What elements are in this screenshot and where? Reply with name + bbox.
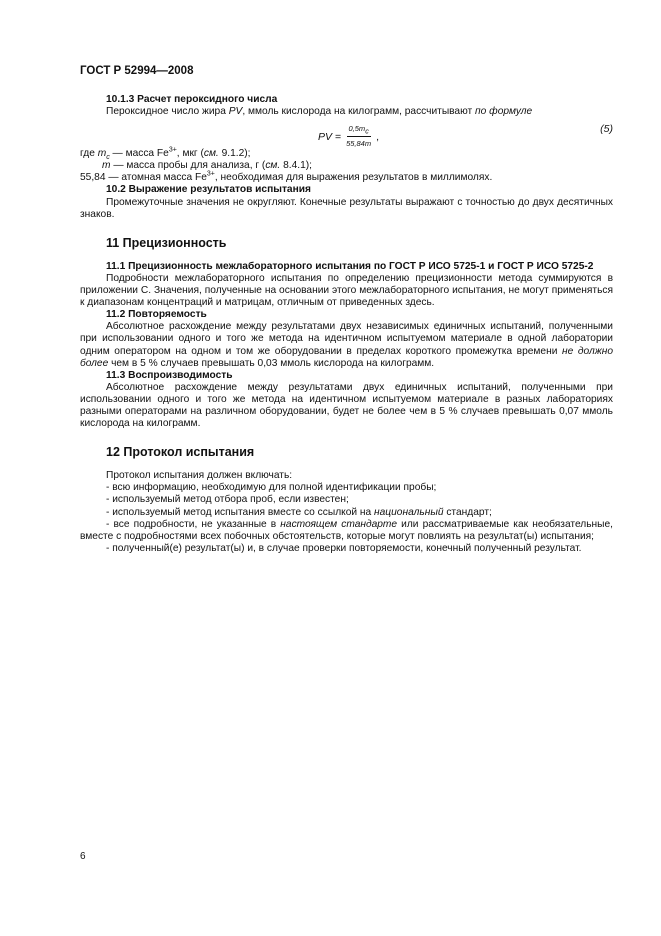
section-11-title: 11 Прецизионность bbox=[106, 235, 227, 250]
section-10-1-3-intro: Пероксидное число жира PV, ммоль кислорода на килограмм, рассчитывают по формуле bbox=[106, 106, 533, 118]
formula-expression: PV = $\frac{0,5m_c}{55,84m}$ , bbox=[318, 123, 379, 150]
list-item: - всю информацию, необходимую для полной идентификации пробы; bbox=[106, 482, 437, 494]
page-number: 6 bbox=[80, 851, 86, 862]
formula-number: (5) bbox=[600, 123, 613, 136]
section-10-2-title: 10.2 Выражение результатов испытания bbox=[106, 184, 311, 196]
section-11-2-title: 11.2 Повторяемость bbox=[106, 309, 207, 321]
document-header: ГОСТ Р 52994—2008 bbox=[80, 65, 194, 77]
section-10-2-text: Промежуточные значения не округляют. Конечные результаты выражают с точностью до двух десятичных знаков. bbox=[80, 196, 613, 220]
section-12-intro: Протокол испытания должен включать: bbox=[106, 470, 293, 482]
formula-fraction: $\frac{0,5m_c}{55,84m}$ bbox=[346, 124, 372, 149]
section-12-title: 12 Протокол испытания bbox=[106, 445, 255, 460]
section-11-1-title: 11.1 Прецизионность межлабораторного испытания по ГОСТ Р ИСО 5725-1 и ГОСТ Р ИСО 5725-2 bbox=[106, 260, 594, 272]
list-item: - используемый метод испытания вместе со ссылкой на национальный стандарт; bbox=[106, 506, 492, 518]
list-item: - полученный(е) результат(ы) и, в случае проверки повторяемости, конечный полученный результат. bbox=[106, 542, 582, 554]
section-11-3-text: Абсолютное расхождение между результатами двух единичных испытаний, полученными при использовании одного и того же метода на идентичном испытуемом материале в разных лабораториях разными операторами на различном оборудовании, будет не более чем в 5 % случаев превышать 0,07 ммоль кислорода на килограмм. bbox=[80, 381, 613, 430]
section-10-1-3-title: 10.1.3 Расчет пероксидного числа bbox=[106, 94, 278, 105]
where-line-m: m — масса пробы для анализа, г (см. 8.4.1); bbox=[102, 160, 312, 172]
where-line-atomic-mass: 55,84 — атомная масса $Fe^{3+}$, необходимая для выражения результатов в миллимолях. bbox=[80, 170, 493, 184]
section-11-3-title: 11.3 Воспроизводимость bbox=[106, 369, 233, 381]
section-11-1-text: Подробности межлабораторного испытания по определению прецизионности метода суммируются в приложении С. Значения, полученные на основании этого межлабораторного испытания, не могут применяться к диапазонам концентраций и матрицам, отличным от приведенных здесь. bbox=[80, 272, 613, 309]
where-line-mc: где $m_c$ — масса $Fe^{3+}$, мкг (см. 9.1.2); bbox=[80, 146, 251, 162]
list-item: - используемый метод отбора проб, если известен; bbox=[106, 494, 349, 506]
list-item: - все подробности, не указанные в настоящем стандарте или рассматриваемые как необязательные, вместе с подробностями всех побочных обстоятельств, которые могут повлиять на результат(ы) испытания; bbox=[80, 518, 613, 542]
document-body bbox=[80, 94, 613, 555]
formula-5 bbox=[80, 118, 613, 148]
section-11-2-text: Абсолютное расхождение между результатами двух независимых единичных испытаний, полученными при использовании одного и того же метода на идентичном испытуемом материале в одной лаборатории одним оператором на одном и том же оборудовании в пределах короткого промежутка времени не должно более чем в 5 % случаев превышать 0,03 ммоль кислорода на килограмм. bbox=[80, 321, 613, 369]
